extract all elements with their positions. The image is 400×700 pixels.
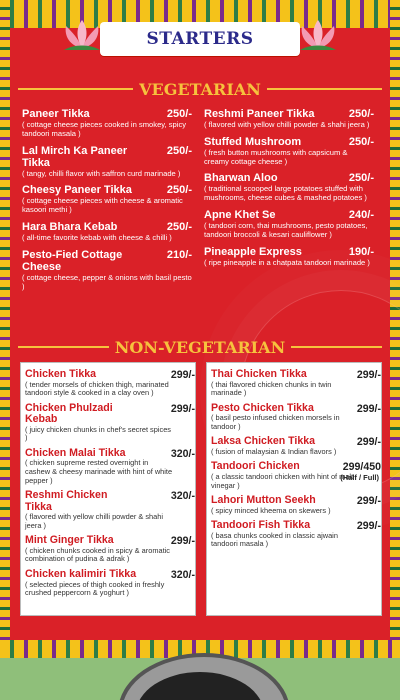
menu-item <box>25 489 195 530</box>
item-name: Pineapple Express <box>204 245 302 258</box>
menu-item <box>25 568 195 598</box>
item-name: Chicken Tikka <box>25 368 97 380</box>
menu-item <box>211 460 381 490</box>
item-description: ( flavored with yellow chilli powder & shahi jeera ) <box>25 512 164 530</box>
item-name: Cheesy Paneer Tikka <box>22 184 132 197</box>
item-name: Chicken Malai Tikka <box>25 446 126 459</box>
menu-item <box>211 494 381 515</box>
item-name: Reshmi Chicken Tikka <box>25 489 108 513</box>
item-price: 299/- <box>356 495 381 508</box>
item-name: Paneer Tikka <box>22 108 90 120</box>
menu-item <box>204 108 374 130</box>
item-price: 210/- <box>166 248 192 261</box>
item-description: ( basa chunks cooked in classic ajwain tandoori masala ) <box>211 530 338 549</box>
item-description: ( fresh button mushrooms with capsicum & creamy cottage cheese ) <box>204 147 348 166</box>
menu-item <box>211 401 381 432</box>
divider <box>267 88 382 90</box>
starters-banner <box>100 22 300 56</box>
divider <box>18 88 133 90</box>
item-description: ( ripe pineapple in a chatpata tandoori marinade ) <box>204 257 370 267</box>
divider <box>18 346 109 348</box>
item-price-note: (Half / Full) <box>340 473 379 483</box>
item-price: 190/- <box>348 245 374 258</box>
menu-item <box>25 534 195 564</box>
item-price: 299/- <box>170 369 195 381</box>
vegetarian-left-column <box>22 108 192 297</box>
item-price: 299/- <box>170 535 195 548</box>
item-price: 299/- <box>356 436 381 449</box>
item-name: Pesto-Fied Cottage Cheese <box>22 248 123 273</box>
item-price: 320/- <box>170 569 195 582</box>
menu-item <box>25 401 195 443</box>
item-name: Chicken kalimiri Tikka <box>25 568 137 581</box>
menu-item <box>204 209 374 240</box>
item-description: ( cottage cheese, pepper & onions with basil pesto ) <box>22 272 192 291</box>
item-name: Bharwan Aloo <box>204 172 278 185</box>
vegetarian-heading <box>0 78 400 100</box>
item-description: ( flavored with yellow chilli powder & shahi jeera ) <box>204 120 370 129</box>
menu-item <box>22 108 192 139</box>
item-description: ( traditional scooped large potatoes stuffed with mushrooms, cheese cubes & mashed potatoes ) <box>204 184 367 203</box>
item-price: 250/- <box>348 135 374 148</box>
item-price: 250/- <box>166 144 192 157</box>
item-description: ( fusion of malaysian & Indian flavors ) <box>211 446 337 456</box>
item-name: Thai Chicken Tikka <box>211 368 307 380</box>
item-price: 250/- <box>166 108 192 120</box>
item-description: ( basil pesto infused chicken morsels in tandoor ) <box>211 413 340 431</box>
item-name: Tandoori Fish Tikka <box>211 519 311 532</box>
item-description: ( spicy minced kheema on skewers ) <box>211 505 331 515</box>
item-name: Hara Bhara Kebab <box>22 220 118 233</box>
section-title: VEGETARIAN <box>139 79 261 99</box>
section-title: NON-VEGETARIAN <box>114 337 286 357</box>
item-description: ( tangy, chilli flavor with saffron curd marinade ) <box>22 168 181 178</box>
item-name: Stuffed Mushroom <box>204 135 302 148</box>
item-description: ( thai flavored chicken chunks in twin marinade ) <box>211 379 332 398</box>
item-name: Apne Khet Se <box>204 208 276 221</box>
item-description: ( tandoori corn, thai mushrooms, pesto potatoes, tandoori broccoli & kesari cauliflower ) <box>204 220 368 239</box>
item-name: Pesto Chicken Tikka <box>211 401 314 414</box>
item-price: 250/- <box>166 220 192 233</box>
item-name: Mint Ginger Tikka <box>25 534 114 547</box>
item-description: ( chicken supreme rested overnight in cashew & cheesy marinade with hint of white pepper ) <box>25 458 173 485</box>
item-price: 240/- <box>348 208 374 221</box>
item-price: 250/- <box>348 172 374 185</box>
lotus-icon <box>60 18 104 52</box>
item-name: Reshmi Paneer Tikka <box>204 108 315 120</box>
menu-item <box>204 136 374 167</box>
menu-item <box>22 221 192 243</box>
menu-item <box>25 446 195 485</box>
menu-item <box>22 145 192 179</box>
item-description: ( tender morsels of chicken thigh, marinated tandoori style & cooked in a clay oven ) <box>25 379 169 398</box>
menu-item <box>211 519 381 549</box>
item-description: ( all-time favorite kebab with cheese & chilli ) <box>22 232 172 242</box>
item-price: 320/- <box>170 490 195 503</box>
item-price: 320/- <box>170 447 195 460</box>
item-name: Tandoori Chicken <box>211 460 300 473</box>
vegetarian-right-column <box>204 108 374 273</box>
menu-item <box>22 184 192 215</box>
item-price: 299/- <box>356 520 381 533</box>
item-description: ( juicy chicken chunks in chef's secret spices ) <box>25 424 171 443</box>
item-name: Chicken Phulzadi Kebab <box>25 401 113 426</box>
menu-item <box>204 246 374 268</box>
item-description: ( a classic tandoori chicken with hint of malt vinegar ) <box>211 471 354 490</box>
nonvegetarian-heading <box>0 336 400 358</box>
item-name: Lal Mirch Ka Paneer Tikka <box>22 144 128 169</box>
item-price: 299/- <box>356 369 381 381</box>
item-price: 250/- <box>348 108 374 120</box>
menu-item <box>204 172 374 203</box>
item-description: ( cottage cheese pieces cooked in smokey, spicy tandoori masala ) <box>22 120 187 138</box>
divider <box>291 346 382 348</box>
lotus-icon <box>296 18 340 52</box>
item-description: ( selected pieces of thigh cooked in freshly crushed peppercorn & yoghurt ) <box>25 579 165 598</box>
item-price: 299/450 <box>342 461 381 474</box>
item-description: ( cottage cheese pieces with cheese & aromatic kasoori methi ) <box>22 196 183 215</box>
menu-item <box>211 368 381 398</box>
page-title: STARTERS <box>146 29 254 49</box>
item-description: ( chicken chunks cooked in spicy & aromatic combination of pudina & adrak ) <box>25 545 171 564</box>
item-price: 299/- <box>170 402 195 415</box>
nonvegetarian-left-panel <box>20 362 196 616</box>
item-name: Lahori Mutton Seekh <box>211 494 316 507</box>
nonvegetarian-right-panel <box>206 362 382 616</box>
item-name: Laksa Chicken Tikka <box>211 435 316 448</box>
menu-item <box>25 368 195 398</box>
item-price: 299/- <box>356 402 381 415</box>
item-price: 250/- <box>166 184 192 197</box>
menu-item <box>22 249 192 292</box>
menu-item <box>211 435 381 456</box>
